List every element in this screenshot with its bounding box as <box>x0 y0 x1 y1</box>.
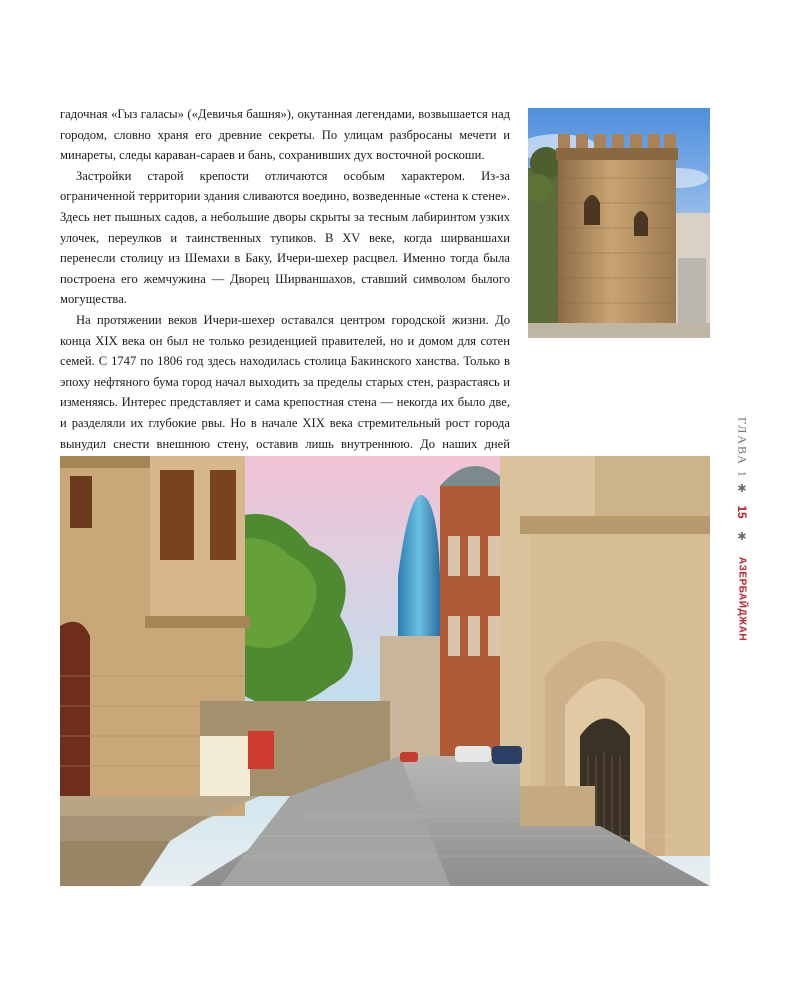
tower-photo <box>528 108 710 338</box>
body-text <box>60 104 510 495</box>
paragraph-2: Застройки старой крепости отличаются особым характером. Из-за ограниченной территории здания сливаются воедино, возведенные «стена к стене». Здесь нет пышных садов, а небольшие дворы скрыты за тесным лабиринтом узких улочек, переулков и таинственных тупиков. В XV веке, когда ширваншахи перенесли столицу из Шемахи в Баку, Ичери-шехер расцвел. Именно тогда была построена его жемчужина — Дворец Ширваншахов, ставший символом былого могущества. <box>60 168 510 307</box>
paragraph-1: гадочная «Гыз галасы» («Девичья башня»), окутанная легендами, возвышается над городом, словно храня его древние секреты. По улицам разбросаны мечети и минареты, следы караван-сараев и бань, сохранивших дух восточной роскоши. <box>60 107 510 163</box>
side-rail <box>722 417 762 642</box>
page-number-text: 15 <box>735 505 749 519</box>
star-icon: ✱ <box>737 482 747 495</box>
country-text: АЗЕРБАЙДЖАН <box>736 556 748 642</box>
old-city-street-photo <box>60 456 710 886</box>
country-label <box>722 554 762 644</box>
star-icon: ✱ <box>737 530 747 543</box>
chapter-text: ГЛАВА 1 <box>735 417 750 479</box>
page-number <box>722 504 762 520</box>
chapter-label <box>722 417 762 479</box>
paragraph-3: На протяжении веков Ичери-шехер оставался центром городской жизни. До конца XIX века он был не только резиденцией правителей, но и домом для сотен семей. С 1747 по 1806 год здесь находилась столица Бакинского ханства. Только в эпоху нефтяного бума город начал выходить за пределы старых стен, разрастаясь и изменяясь. Интерес представляет и сама крепостная стена — некогда их было две, и разделяли их глубокие рвы. Но в начале XIX века стремительный рост города вынудил снести внешнюю стену, оставив лишь внутреннюю. До наших дней <box>60 312 510 451</box>
